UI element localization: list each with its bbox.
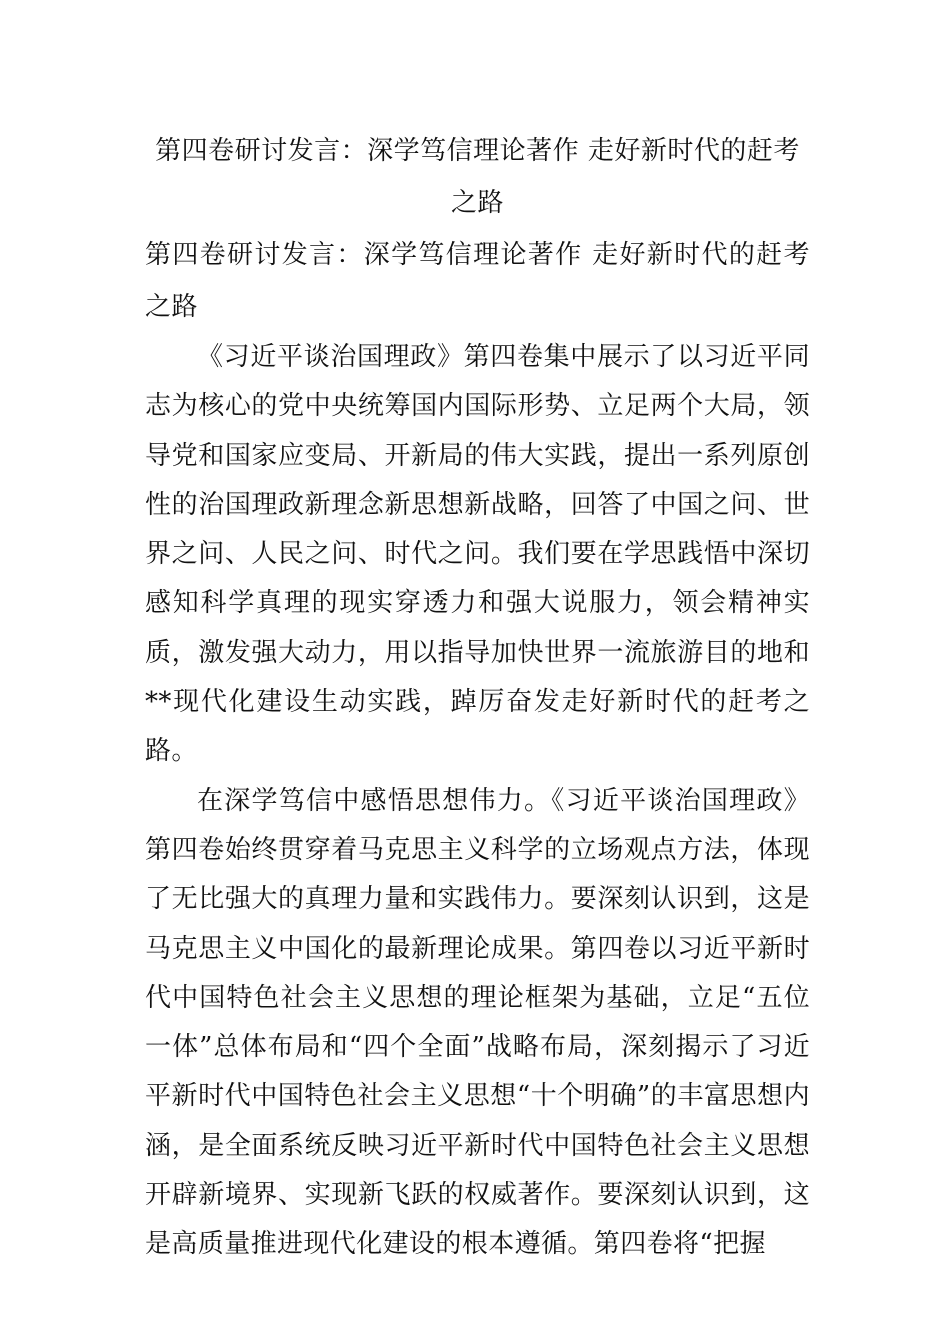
body-paragraph-2: 在深学笃信中感悟思想伟力。《习近平谈治国理政》第四卷始终贯穿着马克思主义科学的立场观点方法，体现了无比强大的真理力量和实践伟力。要深刻认识到，这是马克思主义中国化的最新理论成果。第四卷以习近平新时代中国特色社会主义思想的理论框架为基础，立足“五位一体”总体布局和“四个全面”战略布局，深刻揭示了习近平新时代中国特色社会主义思想“十个明确”的丰富思想内涵，是全面系统反映习近平新时代中国特色社会主义思想开辟新境界、实现新飞跃的权威著作。要深刻认识到，这是高质量推进现代化建设的根本遵循。第四卷将“把握: [145, 785, 810, 1260]
document-title: 第四卷研讨发言：深学笃信理论著作 走好新时代的赶考之路: [155, 136, 800, 218]
document-page: [145, 125, 810, 1270]
body-paragraph-1: 《习近平谈治国理政》第四卷集中展示了以习近平同志为核心的党中央统筹国内国际形势、立足两个大局，领导党和国家应变局、开新局的伟大实践，提出一系列原创性的治国理政新理念新思想新战略，回答了中国之问、世界之问、人民之问、时代之问。我们要在学思践悟中深切感知科学真理的现实穿透力和强大说服力，领会精神实质，激发强大动力，用以指导加快世界一流旅游目的地和**现代化建设生动实践，踔厉奋发走好新时代的赶考之路。: [145, 342, 810, 767]
document-subtitle: 第四卷研讨发言：深学笃信理论著作 走好新时代的赶考之路: [145, 240, 810, 322]
